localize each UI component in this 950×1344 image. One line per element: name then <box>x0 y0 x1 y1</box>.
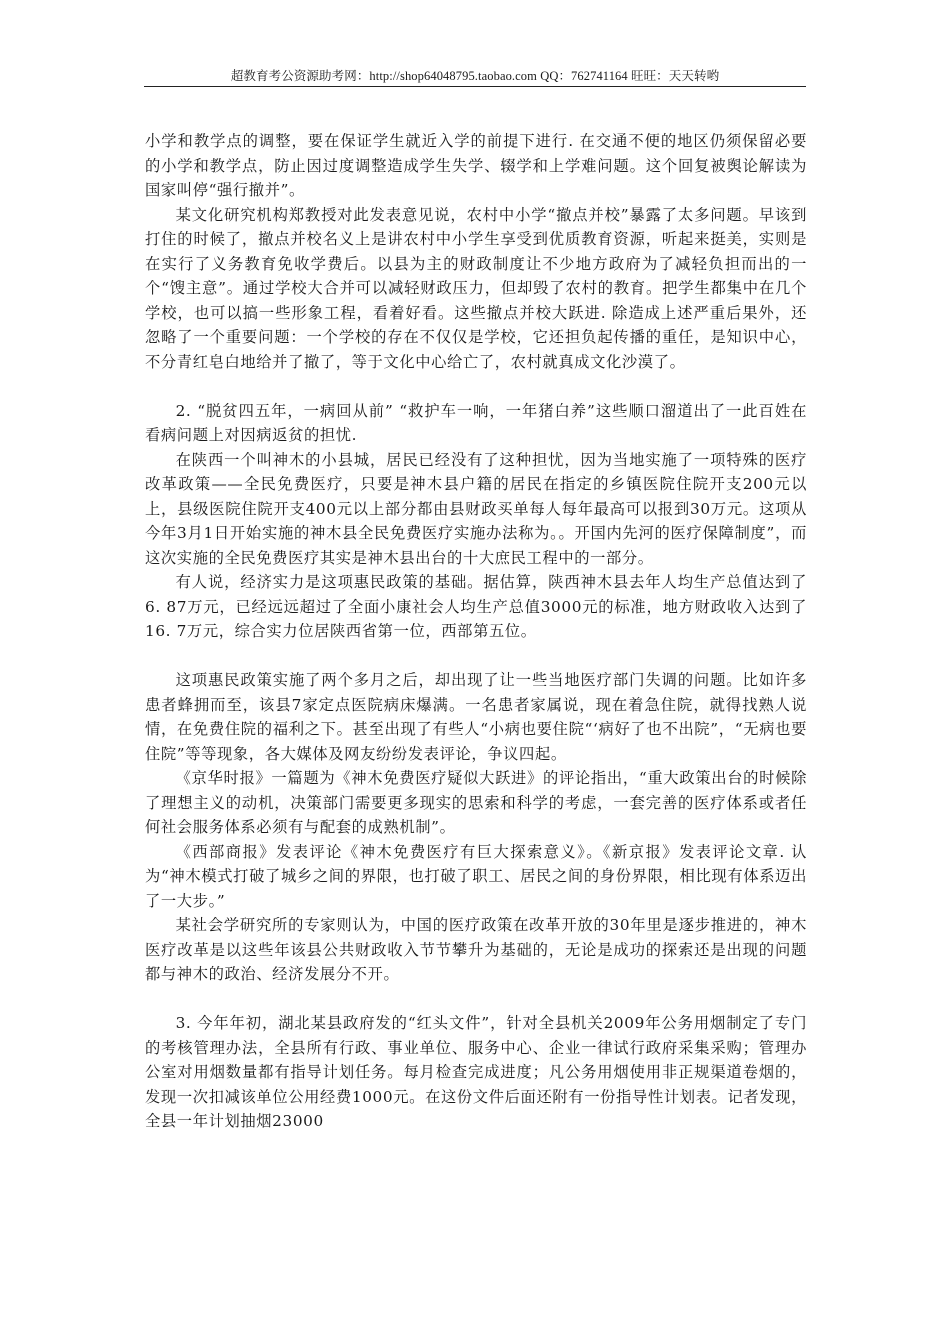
paragraph-shenmu-policy: 在陕西一个叫神木的小县城，居民已经没有了这种担忧，因为当地实施了一项特殊的医疗改革政策——全民免费医疗，只要是神木县户籍的居民在指定的乡镇医院住院开支200元以上，县级医院住院开支400元以上部分都由县财政买单每人每年最高可以报到30万元。这项从今年3月1日开始实施的神木县全民免费医疗实施办法称为。。开国内先河的医疗保障制度”，而这次实施的全民免费医疗其实是神木县出台的十大庶民工程中的一部分。 <box>145 450 807 567</box>
paragraph-professor-opinion: 某文化研究机构郑教授对此发表意见说，农村中小学“撤点并校”暴露了太多问题。早该到打住的时候了，撤点并校名义上是讲农村中小学生享受到优质教育资源，听起来挺美，实则是在实行了义务教育免收学费后。以县为主的财政制度让不少地方政府为了减轻负担而出的一个“馊主意”。通过学校大合并可以减轻财政压力，但却毁了农村的教育。把学生都集中在几个学校，也可以搞一些形象工程，看着好看。这些撤点并校大跃进. 除造成上述严重后果外，还忽略了一个重要问题：一个学校的存在不仅仅是学校，它还担负起传播的重任，是知识中心，不分青红皂白地给并了撤了，等于文化中心给亡了，农村就真成文化沙漠了。 <box>145 205 807 371</box>
paragraph-continuation: 小学和教学点的调整，要在保证学生就近入学的前提下进行. 在交通不便的地区仍须保留必要的小学和教学点，防止因过度调整造成学生失学、辍学和上学难问题。这个回复被舆论解读为国家叫停“强行撤并”。 <box>145 132 807 199</box>
paragraph-jinghua-times: 《京华时报》一篇题为《神木免费医疗疑似大跃进》的评论指出，“重大政策出台的时候除了理想主义的动机，决策部门需要更多现实的思索和科学的考虑，一套完善的医疗体系或者任何社会服务体系必须有与配套的成熟机制”。 <box>145 769 807 836</box>
paragraph-expert-view: 某社会学研究所的专家则认为，中国的医疗政策在改革开放的30年里是逐步推进的，神木医疗改革是以这些年该县公共财政收入节节攀升为基础的，无论是成功的探索还是出现的问题都与神木的政治、经济发展分不开。 <box>145 916 807 983</box>
paragraph-policy-problems: 这项惠民政策实施了两个多月之后，却出现了让一些当地医疗部门失调的问题。比如许多患者蜂拥而至，该县7家定点医院病床爆满。一名患者家属说，现在着急住院，就得找熟人说情，在免费住院的福利之下。甚至出现了有些人“小病也要住院“‘病好了也不出院”，“无病也要住院”等等现象，各大媒体及网友纷纷发表评论，争议四起。 <box>145 671 807 763</box>
paragraph-item-2-intro: 2. “脱贫四五年，一病回从前” “救护车一响，一年猪白养”这些顺口溜道出了一此百姓在看病问题上对因病返贫的担忧. <box>145 401 807 444</box>
page-header: 超教育考公资源助考网：http://shop64048795.taobao.com QQ：762741164 旺旺：天天转哟 <box>230 69 720 83</box>
document-body <box>145 129 807 1134</box>
paragraph-item-3-intro: 3. 今年年初，湖北某县政府发的“红头文件”，针对全县机关2009年公务用烟制定了专门的考核管理办法，全县所有行政、事业单位、服务中心、企业一律试行政府采集采购；管理办公室对用烟数量都有指导计划任务。每月检查完成进度；凡公务用烟使用非正规渠道卷烟的，发现一次扣减该单位公用经费1000元。在这份文件后面还附有一份指导性计划表。记者发现，全县一年计划抽烟23000 <box>145 1014 807 1130</box>
paragraph-economic-basis: 有人说，经济实力是这项惠民政策的基础。据估算，陕西神木县去年人均生产总值达到了6. 87万元，已经远远超过了全面小康社会人均生产总值3000元的标准，地方财政收入达到了16. 7万元，综合实力位居陕西省第一位，西部第五位。 <box>145 573 807 640</box>
paragraph-western-news: 《西部商报》发表评论《神木免费医疗有巨大探索意义》。《新京报》发表评论文章. 认为“神木模式打破了城乡之间的界限，也打破了职工、居民之间的身份界限，相比现有体系迈出了一大步。” <box>145 842 807 910</box>
header-divider <box>144 86 806 87</box>
